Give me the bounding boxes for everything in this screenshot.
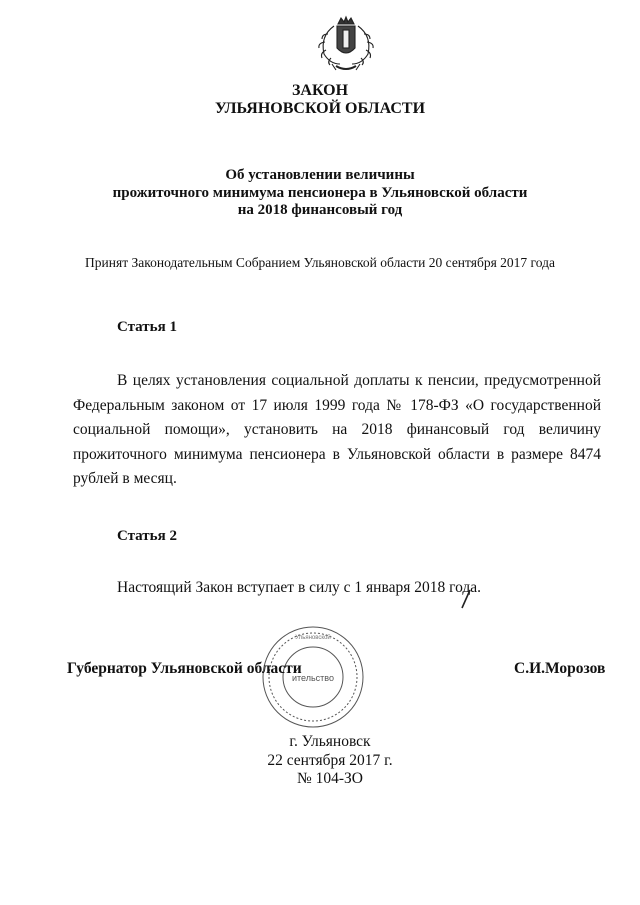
article-1-body: [73, 369, 601, 492]
governor-name: С.И.Морозов: [514, 660, 606, 677]
law-subject-line-3: на 2018 финансовый год: [237, 202, 403, 218]
governor-position: Губернатор Ульяновской области: [67, 660, 302, 677]
article-1-text: В целях установления социальной доплаты к пенсии, предусмотренной Федеральным законом от 17 июля 1999 года № 178-ФЗ «О государственной социальной помощи», установить на 2018 финансовый год величину прожиточного минимума пенсионера в Ульяновской области в размере 8474 рублей в месяц.: [73, 372, 601, 487]
city: г. Ульяновск: [289, 733, 371, 750]
law-subject-line-1: Об установлении величины: [225, 167, 415, 183]
adoption-note: Принят Законодательным Собранием Ульяновской области 20 сентября 2017 года: [85, 255, 555, 270]
law-subject-line-2: прожиточного минимума пенсионера в Ульяновской области: [112, 184, 528, 201]
signing-date: 22 сентября 2017 г.: [267, 751, 393, 769]
svg-text:Ульяновской: Ульяновской: [295, 635, 331, 641]
coat-of-arms-icon: [310, 14, 382, 76]
article-2-text: Настоящий Закон вступает в силу с 1 января 2018 года.: [117, 579, 482, 596]
document-type: ЗАКОН: [291, 82, 349, 99]
svg-text:ительство: ительство: [291, 673, 335, 683]
law-number: № 104-ЗО: [296, 770, 364, 787]
signature-mark: [458, 588, 474, 610]
region-name: УЛЬЯНОВСКОЙ ОБЛАСТИ: [214, 100, 426, 117]
article-2-heading: Статья 2: [117, 528, 177, 544]
article-1-heading: Статья 1: [117, 319, 177, 335]
